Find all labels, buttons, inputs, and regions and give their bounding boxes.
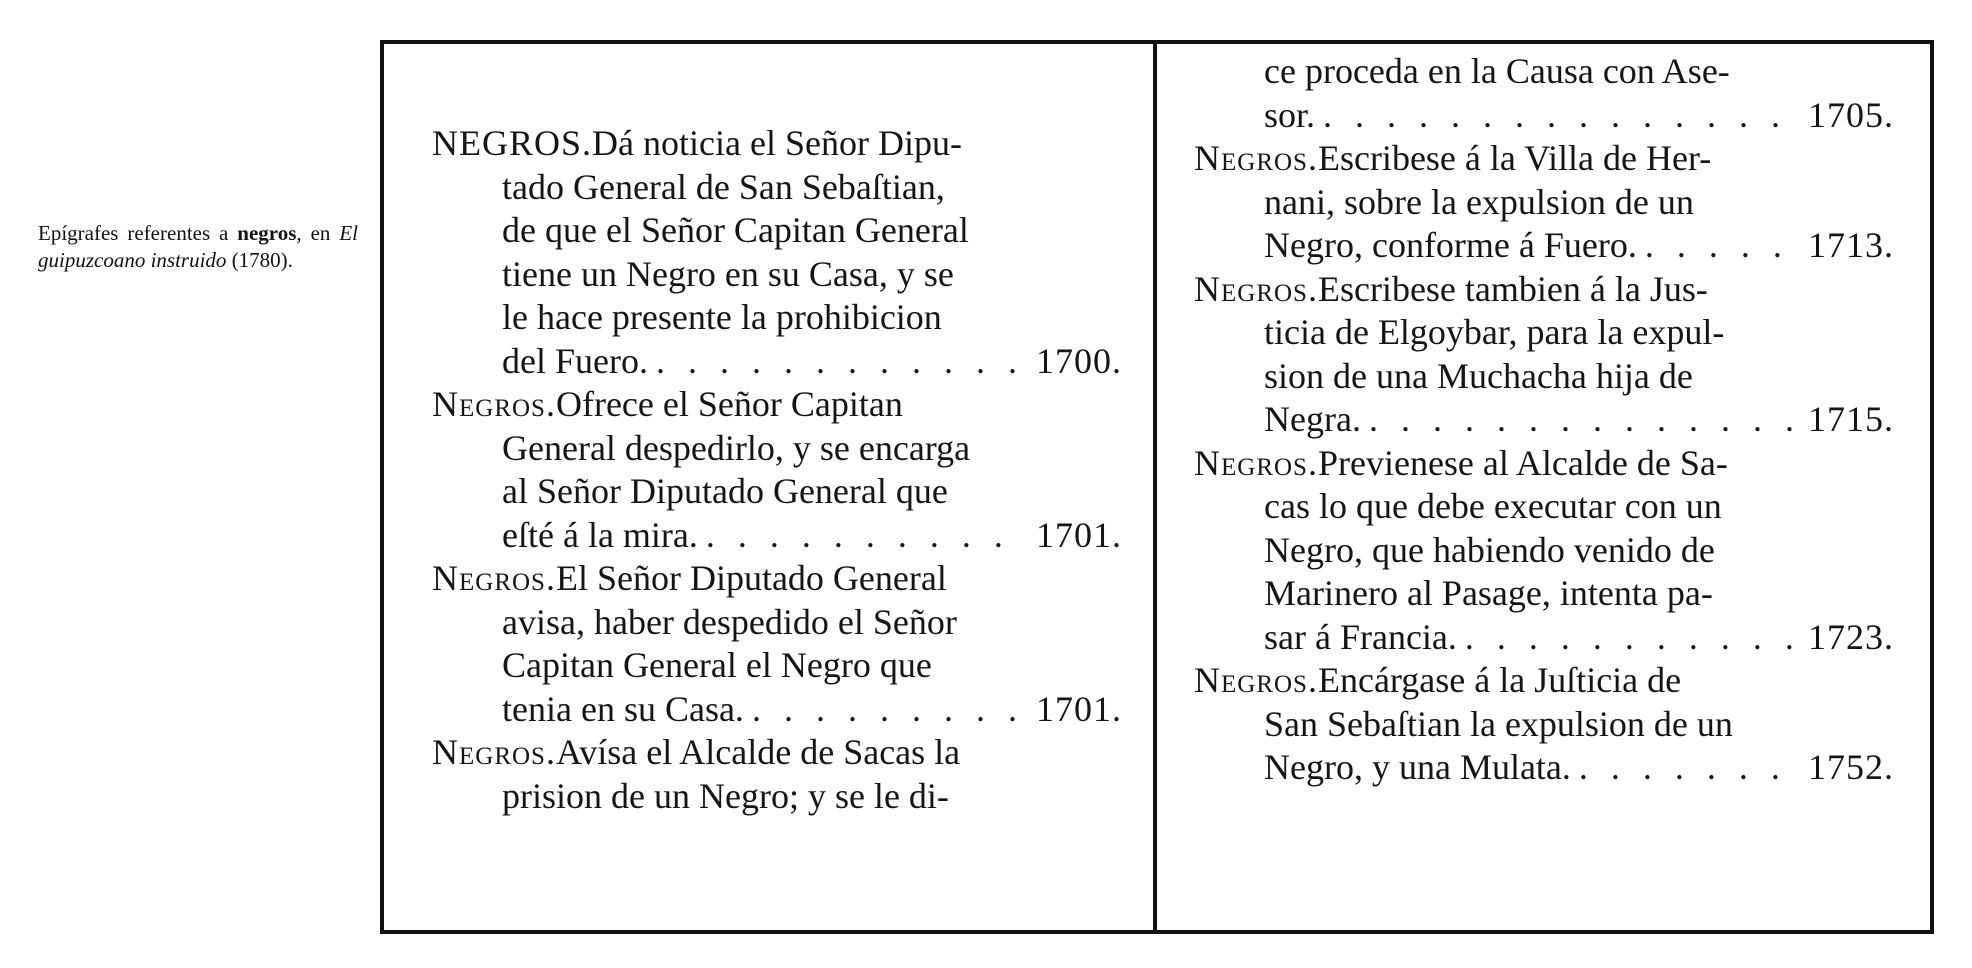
entry-text: sar á Francia. [1264,616,1457,657]
entry-text: Avísa el Alcalde de Sacas la [555,732,961,772]
entry-year: 1705. [1808,94,1894,135]
dot-leader [1645,224,1800,268]
index-entry [432,383,1122,557]
entry-text: San Sebaſtian la expulsion de un [1264,703,1733,744]
dot-leader [1369,398,1800,442]
entry-text: sion de una Muchacha hija de [1264,355,1693,396]
entry-heading: Negros. [1194,660,1318,700]
dot-leader [706,514,1028,558]
entry-text: ticia de Elgoybar, para la expul- [1264,312,1725,352]
dot-leader [656,340,1028,384]
entry-heading: NEGROS. [432,123,593,163]
entry-heading: Negros. [1194,138,1318,178]
index-entry [1194,268,1894,442]
entry-year: 1715. [1808,399,1894,439]
right-column [1194,50,1894,790]
entry-text: Negro, que habiendo venido de [1264,529,1715,570]
index-entry [1194,137,1894,268]
index-entry-continued [1194,50,1894,137]
entry-text: Ofrece el Señor Capitan [555,384,903,424]
figure-caption [38,220,358,274]
entry-text: Escribese á la Villa de Her- [1317,138,1712,178]
dot-leader [1465,616,1800,660]
dot-leader [1579,746,1800,790]
entry-text: Dá noticia el Señor Dipu- [592,123,962,163]
entry-text: Escribese tambien á la Jus- [1317,268,1708,309]
entry-year: 1713. [1808,225,1894,265]
index-entry [432,731,1122,818]
entry-text: Negro, y una Mulata. [1264,747,1571,787]
index-entry [432,122,1122,383]
column-divider [1153,40,1157,934]
entry-text: sor. [1264,94,1316,135]
entry-text: Capitan General el Negro que [502,645,932,685]
entry-heading: Negros. [1194,442,1318,483]
entry-text: El Señor Diputado General [555,558,947,598]
entry-text: Marinero al Pasage, intenta pa- [1264,573,1713,613]
entry-text: Encárgase á la Juſticia de [1317,660,1682,700]
entry-text: ce proceda en la Causa con Ase- [1264,51,1730,91]
entry-text: le hace presente la prohibicion [502,297,942,337]
caption-text-2: , en [296,221,340,245]
entry-text: Negra. [1264,399,1361,439]
entry-heading: Negros. [432,384,556,424]
entry-text: del Fuero. [502,340,648,381]
entry-year: 1701. [1036,514,1122,555]
entry-text: Negro, conforme á Fuero. [1264,225,1637,265]
dot-leader [1323,94,1800,138]
entry-text: tado General de San Sebaſtian, [502,166,945,207]
entry-text: nani, sobre la expulsion de un [1264,181,1694,222]
entry-year: 1752. [1808,747,1894,787]
entry-text: Previenese al Alcalde de Sa- [1317,442,1728,483]
entry-text: avisa, haber despedido el Señor [502,601,957,642]
entry-year: 1701. [1036,688,1122,729]
index-entry [1194,659,1894,790]
entry-text: al Señor Diputado General que [502,471,948,511]
entry-heading: Negros. [432,732,556,772]
entry-heading: Negros. [1194,268,1318,309]
entry-heading: Negros. [432,558,556,598]
caption-text: Epígrafes referentes a [38,221,238,245]
entry-year: 1723. [1808,616,1894,657]
caption-year: (1780). [226,248,293,272]
entry-text: prision de un Negro; y se le di- [502,775,949,816]
index-entry [1194,442,1894,660]
entry-text: de que el Señor Capitan General [502,210,969,250]
index-entry [432,557,1122,731]
entry-year: 1700. [1036,340,1122,381]
caption-book-title: El guipuzcoano instruido [38,221,358,272]
entry-text: cas lo que debe executar con un [1264,486,1722,526]
entry-text: tiene un Negro en su Casa, y se [502,253,954,294]
entry-text: eſté á la mira. [502,514,698,555]
entry-text: General despedirlo, y se encarga [502,427,971,468]
left-column [432,122,1122,818]
dot-leader [752,688,1028,732]
caption-keyword: negros [237,221,297,245]
entry-text: tenia en su Casa. [502,688,744,729]
